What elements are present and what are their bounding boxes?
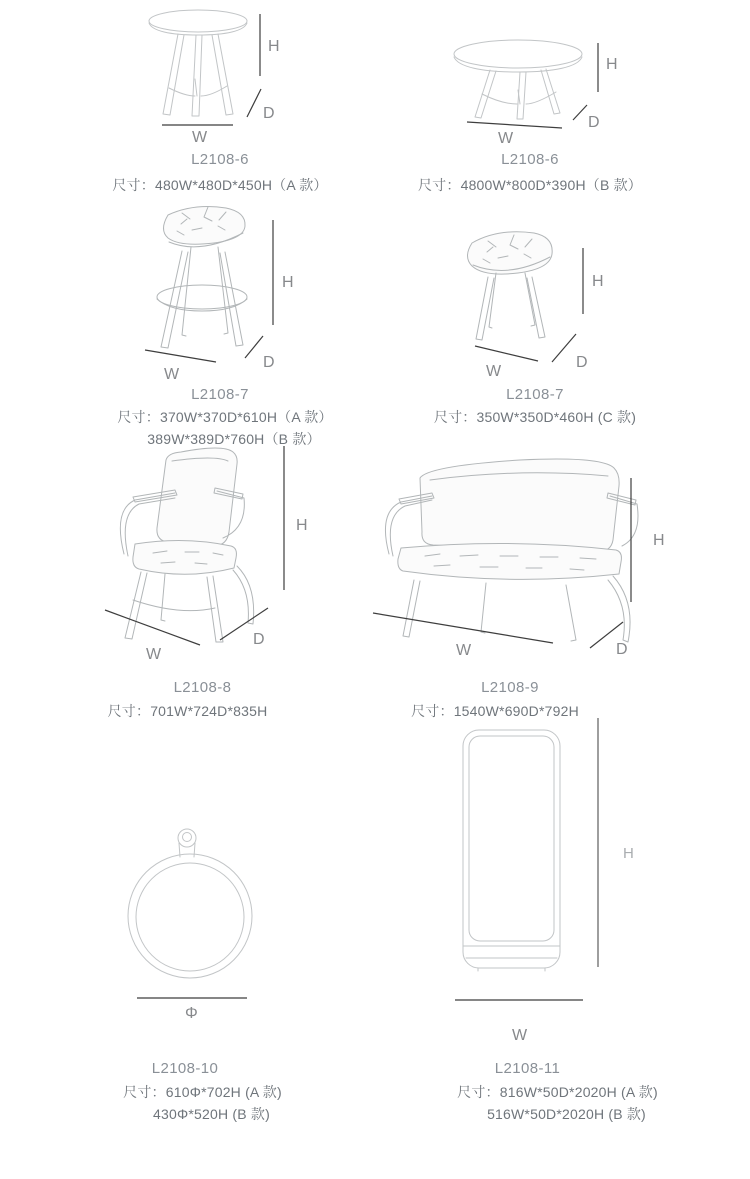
bar-stool-drawing	[130, 195, 310, 385]
coffee-table-sketch	[454, 40, 582, 119]
height-label: H	[653, 532, 665, 549]
width-label: W	[498, 130, 514, 145]
model-number: L2108-6	[191, 151, 249, 168]
sofa-drawing	[370, 450, 690, 662]
model-number: L2108-9	[481, 679, 539, 696]
size-spec-line: 516W*50D*2020H (B 款)	[487, 1106, 646, 1122]
width-label: W	[146, 646, 162, 663]
depth-label: D	[616, 641, 628, 658]
side-table-sketch	[149, 10, 247, 116]
model-number: L2108-8	[173, 679, 232, 696]
size-spec-line: 尺寸：701W*724D*835H	[107, 703, 268, 719]
diameter-label: Φ	[185, 1005, 198, 1020]
depth-label: D	[588, 114, 600, 131]
dimension-lines	[467, 43, 598, 128]
round-coffee-table-drawing	[430, 10, 630, 145]
height-label: H	[296, 517, 308, 534]
size-specs	[95, 1081, 310, 1125]
round-mirror-drawing	[110, 815, 280, 1020]
armchair-drawing	[95, 440, 310, 665]
depth-label: D	[253, 631, 265, 648]
size-specs	[440, 1081, 675, 1125]
width-label: W	[192, 129, 208, 146]
size-specs	[90, 174, 350, 196]
size-spec-line: 尺寸：370W*370D*610H（A 款）	[117, 409, 333, 425]
standing-mirror-drawing	[420, 710, 650, 1045]
depth-label: D	[263, 105, 275, 122]
size-spec-line: 430Φ*520H (B 款)	[153, 1106, 270, 1122]
height-label: H	[268, 38, 280, 55]
width-label: W	[512, 1027, 528, 1044]
size-spec-line: 尺寸：4800W*800D*390H（B 款）	[417, 177, 643, 193]
height-label: H	[282, 274, 294, 291]
round-side-table-drawing	[130, 0, 310, 148]
height-label: H	[623, 845, 634, 862]
size-spec-line: 389W*389D*760H（B 款）	[147, 431, 321, 447]
low-stool-sketch	[468, 232, 553, 340]
size-spec-line: 尺寸：350W*350D*460H (C 款)	[433, 409, 637, 425]
size-spec-line: 尺寸：610Φ*702H (A 款)	[123, 1084, 282, 1100]
height-label: H	[592, 273, 604, 290]
size-specs	[70, 700, 305, 722]
height-label: H	[606, 56, 618, 73]
bar-stool-sketch	[157, 207, 247, 348]
depth-label: D	[576, 354, 588, 371]
model-number: L2108-11	[494, 1060, 561, 1077]
size-spec-line: 尺寸：480W*480D*450H（A 款）	[112, 177, 328, 193]
low-stool-drawing	[440, 215, 620, 380]
armchair-sketch	[120, 448, 253, 642]
model-number: L2108-10	[151, 1060, 219, 1077]
width-label: W	[164, 366, 180, 383]
standing-mirror-sketch	[463, 730, 560, 971]
depth-label: D	[263, 354, 275, 371]
width-label: W	[456, 642, 472, 659]
size-specs	[420, 406, 650, 428]
sofa-sketch	[385, 459, 638, 642]
size-spec-line: 尺寸：1540W*690D*792H	[411, 703, 579, 719]
width-label: W	[486, 363, 502, 380]
model-number: L2108-7	[506, 386, 564, 403]
size-specs	[405, 174, 655, 196]
model-number: L2108-7	[191, 386, 249, 403]
model-number: L2108-6	[501, 151, 559, 168]
size-spec-line: 尺寸：816W*50D*2020H (A 款)	[457, 1084, 658, 1100]
round-mirror-sketch	[128, 829, 252, 978]
